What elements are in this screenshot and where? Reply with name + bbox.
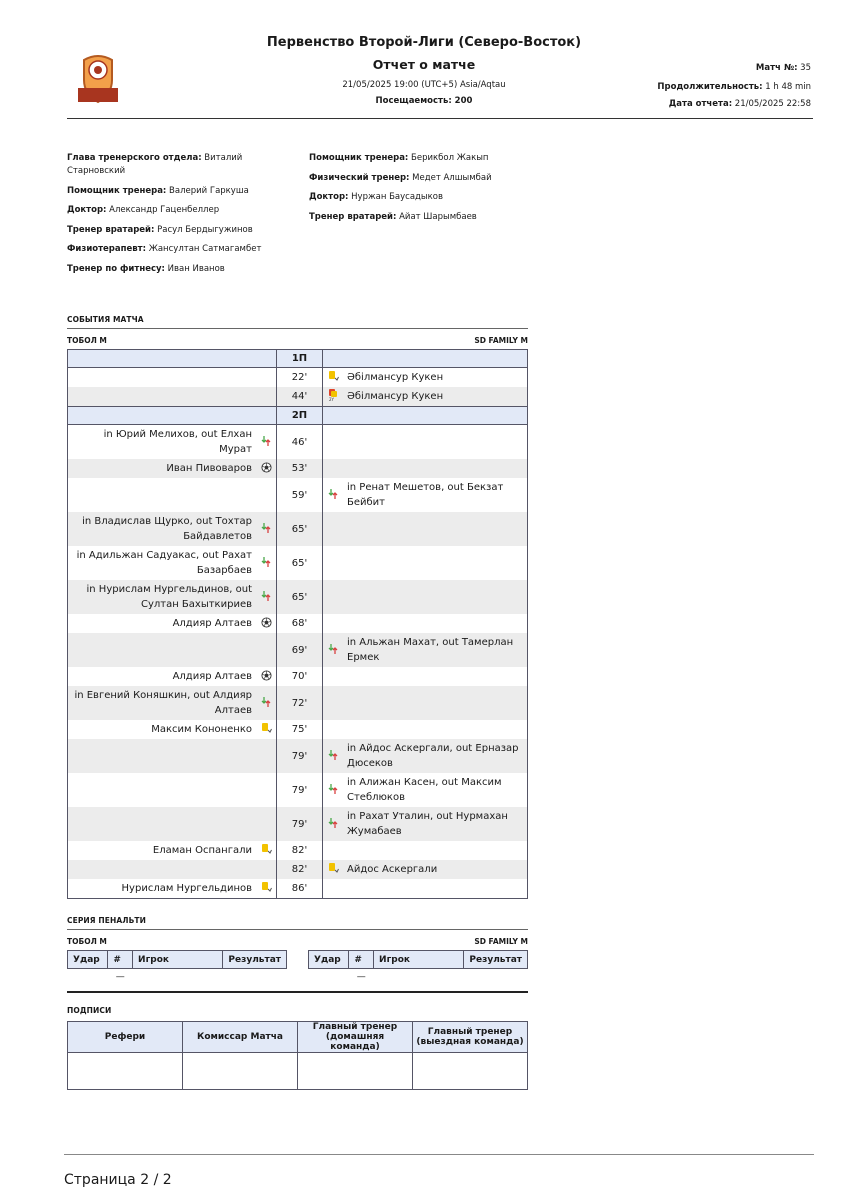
event-player: in Юрий Мелихов, out Елхан Мурат bbox=[103, 429, 252, 455]
staff-item bbox=[309, 152, 539, 165]
staff-person: Берикбол Жакып bbox=[411, 153, 489, 163]
col-player: Игрок bbox=[133, 951, 223, 969]
yellow-card-icon bbox=[327, 862, 339, 877]
event-minute: 68' bbox=[277, 614, 323, 633]
half-header-row bbox=[68, 407, 528, 425]
signatures-table bbox=[67, 1021, 528, 1090]
staff-role: Помощник тренера: bbox=[67, 185, 167, 196]
yellow-card-icon bbox=[260, 722, 272, 737]
staff-role: Физиотерапевт: bbox=[67, 244, 146, 254]
sig-box-referee bbox=[68, 1053, 183, 1090]
staff-person: Валерий Гаркуша bbox=[169, 185, 249, 196]
event-minute: 22' bbox=[277, 368, 323, 388]
event-minute: 44' bbox=[277, 387, 323, 407]
event-row bbox=[68, 580, 528, 614]
event-minute: 53' bbox=[277, 459, 323, 478]
staff-role: Помощник тренера: bbox=[309, 153, 409, 163]
event-row bbox=[68, 841, 528, 860]
staff-role: Физический тренер: bbox=[309, 172, 410, 183]
sig-box-away-coach bbox=[413, 1053, 528, 1090]
event-player: Әбілмансур Кукен bbox=[347, 372, 444, 383]
staff-item bbox=[67, 224, 267, 237]
half-label: 2П bbox=[277, 407, 323, 425]
penalty-home-table bbox=[67, 950, 287, 983]
substitution-icon bbox=[327, 749, 339, 764]
second-yellow-card-icon bbox=[327, 389, 339, 404]
event-player: Максим Кононенко bbox=[151, 724, 252, 735]
sig-referee: Рефери bbox=[68, 1022, 183, 1053]
staff-item bbox=[67, 152, 267, 178]
staff-item bbox=[309, 211, 539, 224]
staff-item bbox=[67, 185, 267, 198]
substitution-icon bbox=[327, 643, 339, 658]
event-player: in Айдос Аскергали, out Ерназар Дюсеков bbox=[347, 743, 519, 769]
event-row bbox=[68, 860, 528, 879]
event-minute: 70' bbox=[277, 667, 323, 686]
staff-role: Тренер по фитнесу: bbox=[67, 263, 165, 274]
half-label: 1П bbox=[277, 350, 323, 368]
svg-text:2Y: 2Y bbox=[329, 397, 334, 401]
event-minute: 69' bbox=[277, 633, 323, 667]
away-team-label: SD FAMILY M bbox=[474, 336, 528, 345]
event-row bbox=[68, 879, 528, 899]
header-divider bbox=[67, 118, 813, 119]
event-row bbox=[68, 614, 528, 633]
event-row bbox=[68, 546, 528, 580]
event-row bbox=[68, 807, 528, 841]
event-minute: 79' bbox=[277, 739, 323, 773]
event-row bbox=[68, 773, 528, 807]
col-number: # bbox=[349, 951, 374, 969]
event-row bbox=[68, 667, 528, 686]
goal-ball-icon bbox=[261, 462, 272, 476]
event-player: Алдияр Алтаев bbox=[172, 671, 252, 682]
col-result: Результат bbox=[223, 951, 287, 969]
event-minute: 82' bbox=[277, 860, 323, 879]
home-team-label: ТОБОЛ М bbox=[67, 336, 107, 345]
sig-home-coach: Главный тренер (домашняя команда) bbox=[298, 1022, 413, 1053]
event-row bbox=[68, 478, 528, 512]
staff-person: Расул Бердыгужинов bbox=[157, 224, 253, 235]
event-minute: 65' bbox=[277, 580, 323, 614]
staff-role: Доктор: bbox=[67, 205, 107, 215]
event-player: Айдос Аскергали bbox=[347, 864, 438, 875]
signatures-section-title: ПОДПИСИ bbox=[67, 1006, 112, 1015]
penalty-away-empty: — bbox=[356, 972, 366, 982]
report-title: Отчет о матче bbox=[372, 57, 476, 72]
event-row bbox=[68, 512, 528, 546]
staff-role: Тренер вратарей: bbox=[309, 211, 397, 222]
event-player: Еламан Оспангали bbox=[152, 845, 252, 856]
event-player: in Альжан Махат, out Тамерлан Ермек bbox=[347, 637, 514, 663]
staff-person: Жансултан Сатмагамбет bbox=[148, 244, 262, 254]
yellow-card-icon bbox=[327, 370, 339, 385]
event-player: Иван Пивоваров bbox=[166, 463, 252, 474]
events-divider bbox=[67, 328, 528, 329]
substitution-icon bbox=[327, 783, 339, 798]
event-player: in Алижан Касен, out Максим Стеблюков bbox=[347, 777, 502, 803]
attendance: Посещаемость: 200 bbox=[375, 96, 473, 106]
event-row bbox=[68, 686, 528, 720]
goal-ball-icon bbox=[261, 617, 272, 631]
half-header-row bbox=[68, 350, 528, 368]
report-date: Дата отчета: 21/05/2025 22:58 bbox=[668, 99, 811, 109]
event-player: in Рахат Уталин, out Нурмахан Жумабаев bbox=[347, 811, 508, 837]
footer-divider bbox=[64, 1154, 814, 1155]
events-table bbox=[67, 349, 528, 899]
staff-person: Медет Алшымбай bbox=[412, 172, 492, 183]
event-player: Алдияр Алтаев bbox=[172, 618, 252, 629]
match-number: Матч №: 35 bbox=[755, 63, 811, 73]
staff-role: Глава тренерского отдела: bbox=[67, 153, 202, 163]
event-row bbox=[68, 368, 528, 388]
event-minute: 46' bbox=[277, 425, 323, 460]
event-minute: 72' bbox=[277, 686, 323, 720]
staff-person: Иван Иванов bbox=[167, 263, 225, 274]
event-minute: 65' bbox=[277, 546, 323, 580]
staff-item bbox=[309, 172, 539, 185]
penalty-away-team: SD FAMILY M bbox=[474, 937, 528, 946]
penalties-divider bbox=[67, 929, 528, 930]
goal-ball-icon bbox=[261, 670, 272, 684]
penalties-bottom-rule bbox=[67, 991, 528, 993]
event-row bbox=[68, 387, 528, 407]
event-minute: 82' bbox=[277, 841, 323, 860]
staff-person: Айат Шарымбаев bbox=[399, 211, 477, 222]
substitution-icon bbox=[327, 488, 339, 503]
event-player: in Ренат Мешетов, out Бекзат Бейбит bbox=[347, 482, 504, 508]
event-row bbox=[68, 720, 528, 739]
event-minute: 86' bbox=[277, 879, 323, 899]
event-player: in Владислав Щурко, out Тохтар Байдавлетов bbox=[82, 516, 252, 542]
penalties-section-title: СЕРИЯ ПЕНАЛЬТИ bbox=[67, 916, 147, 925]
event-minute: 79' bbox=[277, 773, 323, 807]
event-player: in Нурислам Нургельдинов, out Султан Бахыткириев bbox=[86, 584, 252, 610]
event-player: in Евгений Коняшкин, out Алдияр Алтаев bbox=[74, 690, 252, 716]
substitution-icon bbox=[260, 590, 272, 605]
substitution-icon bbox=[260, 696, 272, 711]
home-staff bbox=[67, 152, 267, 282]
penalty-home-empty: — bbox=[115, 972, 125, 982]
staff-item bbox=[67, 243, 267, 256]
staff-item bbox=[309, 191, 539, 204]
col-number: # bbox=[108, 951, 133, 969]
sig-away-coach: Главный тренер (выездная команда) bbox=[413, 1022, 528, 1053]
staff-person: Александр Гаценбеллер bbox=[109, 205, 220, 215]
event-player: in Адильжан Садуакас, out Рахат Базарбаев bbox=[76, 550, 252, 576]
page-number: Страница 2 / 2 bbox=[64, 1172, 172, 1188]
yellow-card-icon bbox=[260, 881, 272, 896]
staff-item bbox=[67, 204, 267, 217]
staff-item bbox=[67, 263, 267, 276]
substitution-icon bbox=[260, 435, 272, 450]
sig-commissioner: Комиссар Матча bbox=[183, 1022, 298, 1053]
event-minute: 65' bbox=[277, 512, 323, 546]
events-section-title: СОБЫТИЯ МАТЧА bbox=[67, 315, 144, 324]
match-duration: Продолжительность: 1 h 48 min bbox=[657, 82, 811, 92]
event-player: Нурислам Нургельдинов bbox=[121, 883, 252, 894]
away-staff bbox=[309, 152, 539, 230]
event-minute: 59' bbox=[277, 478, 323, 512]
col-player: Игрок bbox=[374, 951, 464, 969]
event-minute: 79' bbox=[277, 807, 323, 841]
competition-title: Первенство Второй-Лиги (Северо-Восток) bbox=[266, 35, 582, 50]
sig-box-commissioner bbox=[183, 1053, 298, 1090]
staff-person: Виталий Старновский bbox=[67, 153, 243, 176]
col-result: Результат bbox=[464, 951, 528, 969]
penalty-away-table bbox=[308, 950, 528, 983]
col-kick: Удар bbox=[68, 951, 108, 969]
penalty-home-team: ТОБОЛ М bbox=[67, 937, 107, 946]
staff-person: Нуржан Баусадыков bbox=[351, 192, 443, 202]
yellow-card-icon bbox=[260, 843, 272, 858]
event-row bbox=[68, 739, 528, 773]
staff-role: Доктор: bbox=[309, 192, 349, 202]
staff-role: Тренер вратарей: bbox=[67, 224, 155, 235]
match-datetime: 21/05/2025 19:00 (UTC+5) Asia/Aqtau bbox=[342, 80, 506, 90]
substitution-icon bbox=[260, 556, 272, 571]
event-row bbox=[68, 459, 528, 478]
event-row bbox=[68, 633, 528, 667]
event-player: Әбілмансур Кукен bbox=[347, 391, 444, 402]
event-minute: 75' bbox=[277, 720, 323, 739]
substitution-icon bbox=[260, 522, 272, 537]
col-kick: Удар bbox=[309, 951, 349, 969]
substitution-icon bbox=[327, 817, 339, 832]
event-row bbox=[68, 425, 528, 460]
sig-box-home-coach bbox=[298, 1053, 413, 1090]
